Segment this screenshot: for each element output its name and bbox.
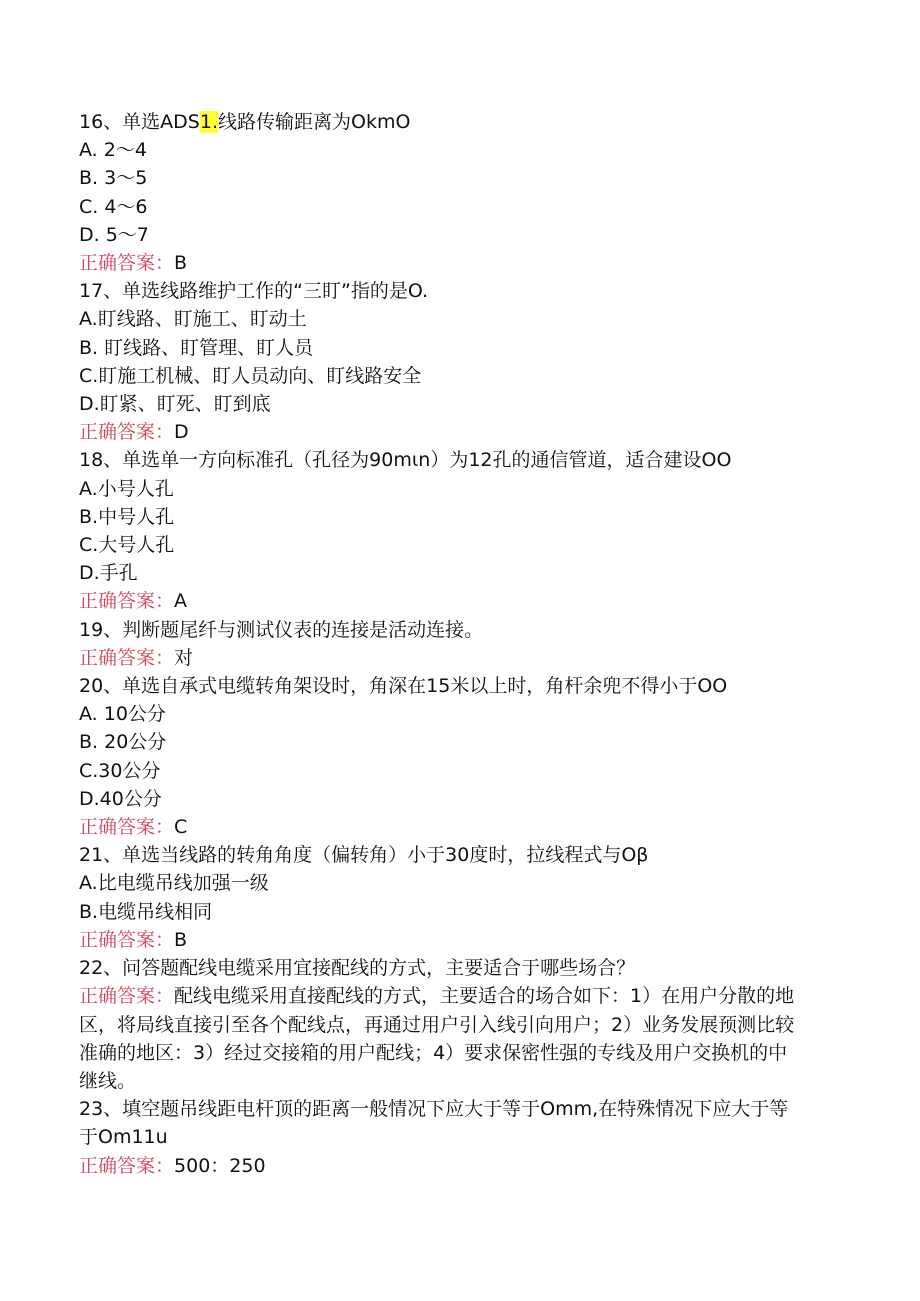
answer-label: 正确答案： (79, 590, 175, 613)
answer-label: 正确答案： (79, 985, 175, 1008)
option: A.盯线路、盯施工、盯动土 (79, 308, 307, 331)
question-23-stem: 23、填空题吊线距电杆顶的距离一般情况下应大于等于Omm,在特殊情况下应大于等 (79, 1098, 789, 1121)
answer-text: 配线电缆采用直接配线的方式，主要适合的场合如下：1）在用户分散的地 (174, 985, 795, 1008)
answer-label: 正确答案： (79, 1154, 175, 1177)
answer-label: 正确答案： (79, 646, 175, 669)
answer-line (79, 644, 839, 672)
answer-line (79, 982, 839, 1010)
option: B.电缆吊线相同 (79, 900, 213, 923)
answer-value: A (174, 590, 188, 613)
option: D.手孔 (79, 562, 138, 585)
question-17-stem: 17、单选线路维护工作的“三盯”指的是O. (79, 280, 429, 303)
answer-label: 正确答案： (79, 928, 175, 951)
option: B.中号人孔 (79, 505, 175, 528)
answer-label: 正确答案： (79, 421, 175, 444)
document-page (79, 108, 839, 1180)
question-19-stem: 19、判断题尾纤与测试仪表的连接是活动连接。 (79, 618, 484, 641)
option: A. 2～4 (79, 139, 147, 162)
option: D.盯紧、盯死、盯到底 (79, 393, 271, 416)
answer-line (79, 249, 839, 277)
answer-value: C (174, 816, 188, 839)
answer-label: 正确答案： (79, 252, 175, 275)
option: B. 20公分 (79, 731, 167, 754)
answer-value: 对 (174, 646, 194, 669)
question-16-stem (79, 108, 839, 136)
answer-line (79, 813, 839, 841)
option: A.比电缆吊线加强一级 (79, 872, 269, 895)
question-23-stem-cont: 于Om11u (79, 1126, 168, 1149)
question-text: 16、单选ADS (79, 111, 200, 133)
option: D. 5～7 (79, 223, 149, 246)
answer-text: 继线。 (79, 1069, 137, 1092)
answer-line (79, 418, 839, 446)
option: B. 盯线路、盯管理、盯人员 (79, 336, 314, 359)
answer-value: B (174, 928, 188, 951)
option: C.30公分 (79, 759, 161, 782)
answer-line (79, 926, 839, 954)
answer-label: 正确答案： (79, 816, 175, 839)
answer-line (79, 587, 839, 615)
answer-value: 500：250 (174, 1154, 266, 1177)
question-20-stem: 20、单选自承式电缆转角架设时，角深在15米以上时，角杆余兜不得小于OO (79, 675, 728, 698)
answer-value: D (174, 421, 189, 444)
option: D.40公分 (79, 787, 162, 810)
highlighted-text: 1. (199, 111, 219, 133)
answer-text: 区，将局线直接引至各个配线点，再通过用户引入线引向用户；2）业务发展预测比较 (79, 1013, 795, 1036)
answer-text: 准确的地区：3）经过交接箱的用户配线；4）要求保密性强的专线及用户交换机的中 (79, 1041, 788, 1064)
answer-value: B (174, 252, 188, 275)
answer-line (79, 1152, 839, 1180)
question-21-stem: 21、单选当线路的转角角度（偏转角）小于30度时，拉线程式与Oβ (79, 844, 649, 867)
question-text: 线路传输距离为OkmO (218, 111, 411, 133)
option: C. 4～6 (79, 195, 148, 218)
option: A. 10公分 (79, 703, 166, 726)
option: A.小号人孔 (79, 477, 174, 500)
option: C.大号人孔 (79, 534, 175, 557)
question-22-stem: 22、问答题配线电缆采用宜接配线的方式，主要适合于哪些场合？ (79, 957, 636, 980)
option: B. 3～5 (79, 167, 148, 190)
question-18-stem: 18、单选单一方向标准孔（孔径为90mιn）为12孔的通信管道，适合建设OO (79, 449, 732, 472)
option: C.盯施工机械、盯人员动向、盯线路安全 (79, 364, 422, 387)
